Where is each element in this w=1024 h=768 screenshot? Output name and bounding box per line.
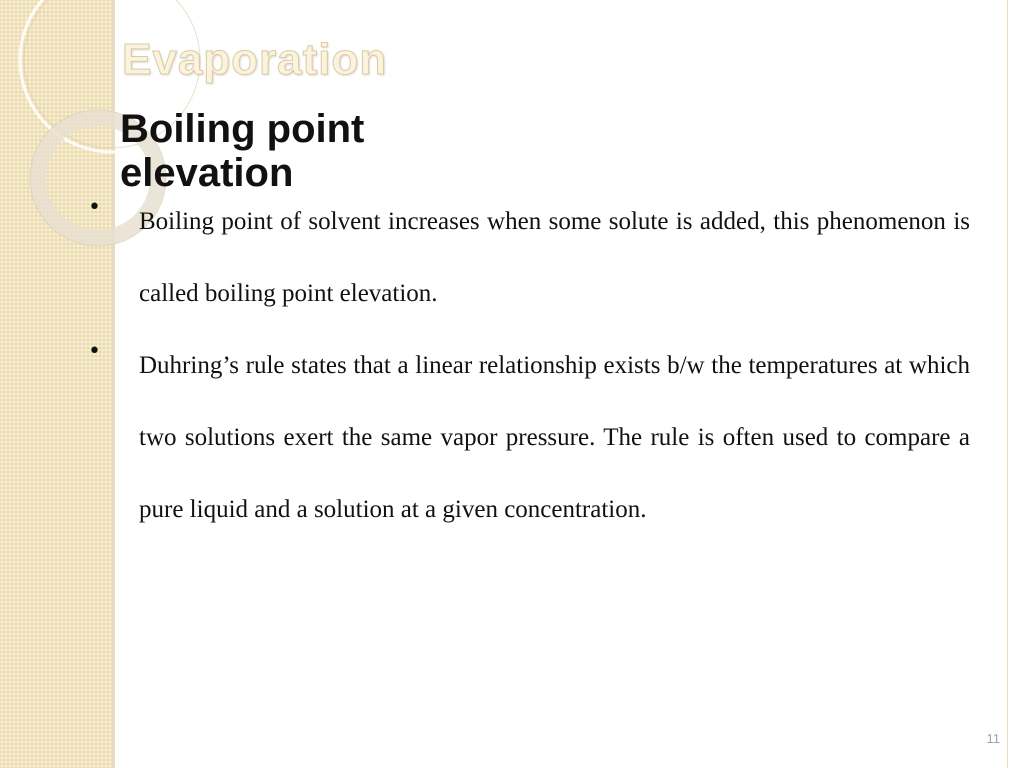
bullet-icon: • [88, 195, 101, 220]
bullet-text: Duhring’s rule states that a linear relationship exists b/w the temperatures at which two solutions exert the same vapor pressure. The rule is often used to compare a pure liquid and a solution at a given concentration. [139, 352, 970, 523]
bullet-text: Boiling point of solvent increases when some solute is added, this phenomenon is called boiling point elevation. [139, 208, 970, 307]
bullet-item [86, 186, 970, 330]
bullet-item [86, 330, 970, 546]
slide-title: Evaporation [122, 35, 388, 84]
page-number: 11 [986, 731, 1000, 746]
right-divider [1007, 0, 1008, 768]
bullet-icon: • [88, 339, 101, 364]
slide-subtitle: Boiling point elevation [120, 107, 365, 195]
bullet-list [86, 195, 970, 546]
